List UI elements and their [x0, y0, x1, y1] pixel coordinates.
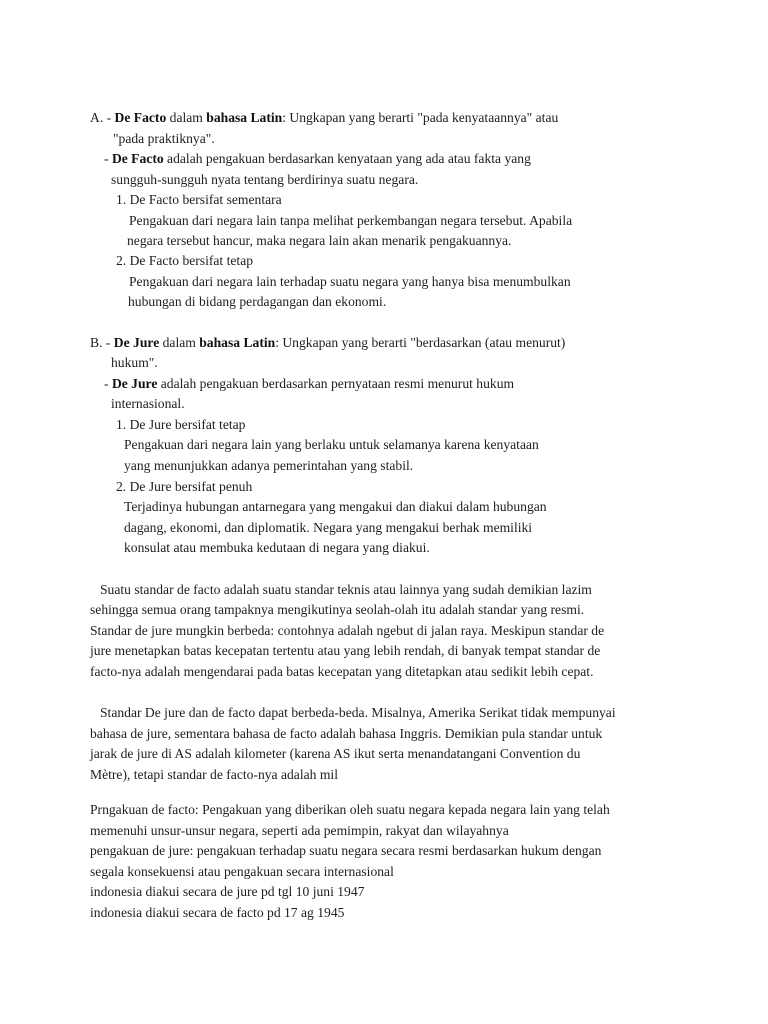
section-a-connector: dalam — [166, 110, 207, 125]
section-a-item1-text: Pengakuan dari negara lain tanpa melihat perkembangan negara tersebut. Apabila — [129, 213, 573, 228]
section-b-term: De Jure — [113, 335, 160, 350]
section-a-explanation-text: adalah pengakuan berdasarkan kenyataan yang ada atau fakta yang — [163, 151, 531, 166]
section-b-item1-text: Pengakuan dari negara lain yang berlaku untuk selamanya karena kenyataan — [124, 437, 539, 452]
section-a-term: De Facto — [114, 110, 167, 125]
paragraph1-line: Suatu standar de facto adalah suatu standar teknis atau lainnya yang sudah demikian lazim — [100, 582, 592, 597]
section-b-item2-text-cont: dagang, ekonomi, dan diplomatik. Negara yang mengakui berhak memiliki — [124, 520, 533, 535]
section-a-definition-cont: "pada praktiknya". — [113, 131, 215, 146]
notes-line: memenuhi unsur-unsur negara, seperti ada pemimpin, rakyat dan wilayahnya — [90, 823, 509, 838]
paragraph1-line: Standar de jure mungkin berbeda: contohnya adalah ngebut di jalan raya. Meskipun standar de — [90, 623, 605, 638]
section-b-item2-title: 2. De Jure bersifat penuh — [116, 479, 253, 494]
paragraph1-line: facto-nya adalah mengendarai pada batas kecepatan yang ditetapkan atau sedikit lebih cepat. — [90, 664, 594, 679]
paragraph1-line: jure menetapkan batas kecepatan tertentu atau yang lebih rendah, di banyak tempat standar de — [90, 643, 601, 658]
section-a-dash: - — [104, 151, 112, 166]
section-b-heading — [90, 333, 565, 353]
notes-line: segala konsekuensi atau pengakuan secara internasional — [90, 864, 394, 879]
section-a-term2: De Facto — [111, 151, 164, 166]
section-b-explanation — [104, 374, 514, 394]
section-b-item1-text-cont: yang menunjukkan adanya pemerintahan yang stabil. — [124, 458, 414, 473]
section-a-item2-title: 2. De Facto bersifat tetap — [116, 253, 254, 268]
section-a-item1-title: 1. De Facto bersifat sementara — [116, 192, 282, 207]
section-b-language: bahasa Latin — [199, 335, 276, 350]
paragraph1-line: sehingga semua orang tampaknya mengikutinya seolah-olah itu adalah standar yang resmi. — [90, 602, 585, 617]
section-b-explanation-cont: internasional. — [111, 396, 185, 411]
notes-line: indonesia diakui secara de jure pd tgl 10 juni 1947 — [90, 884, 365, 899]
notes-line: Prngakuan de facto: Pengakuan yang diberikan oleh suatu negara kepada negara lain yang telah — [90, 802, 610, 817]
section-a-item2-text-cont: hubungan di bidang perdagangan dan ekonomi. — [128, 294, 387, 309]
section-a-definition: : Ungkapan yang berarti "pada kenyataannya" atau — [282, 110, 559, 125]
section-a-language: bahasa Latin — [206, 110, 283, 125]
section-b-explanation-text: adalah pengakuan berdasarkan pernyataan resmi menurut hukum — [157, 376, 515, 391]
paragraph2-line: jarak de jure di AS adalah kilometer (karena AS ikut serta menandatangani Convention du — [90, 746, 581, 761]
section-b-dash: - — [104, 376, 112, 391]
section-a-explanation-cont: sungguh-sungguh nyata tentang berdirinya suatu negara. — [111, 172, 419, 187]
paragraph2-line: Standar De jure dan de facto dapat berbeda-beda. Misalnya, Amerika Serikat tidak mempunyai — [100, 705, 616, 720]
paragraph2-line: Mètre), tetapi standar de facto-nya adalah mil — [90, 767, 338, 782]
section-a-explanation — [104, 149, 531, 169]
section-b-marker: B. - — [90, 335, 114, 350]
section-a-item1-text-cont: negara tersebut hancur, maka negara lain akan menarik pengakuannya. — [127, 233, 512, 248]
section-b-item2-text-cont2: konsulat atau membuka kedutaan di negara yang diakui. — [124, 540, 430, 555]
section-b-definition: : Ungkapan yang berarti "berdasarkan (atau menurut) — [275, 335, 566, 350]
notes-line: indonesia diakui secara de facto pd 17 ag 1945 — [90, 905, 345, 920]
section-b-definition-cont: hukum". — [111, 355, 158, 370]
section-b-term2: De Jure — [111, 376, 158, 391]
section-b-item2-text: Terjadinya hubungan antarnegara yang mengakui dan diakui dalam hubungan — [124, 499, 547, 514]
notes-line: pengakuan de jure: pengakuan terhadap suatu negara secara resmi berdasarkan hukum dengan — [90, 843, 602, 858]
section-a-marker: A. - — [90, 110, 115, 125]
section-a-item2-text: Pengakuan dari negara lain terhadap suatu negara yang hanya bisa menumbulkan — [129, 274, 571, 289]
section-b-item1-title: 1. De Jure bersifat tetap — [116, 417, 246, 432]
section-b-connector: dalam — [159, 335, 200, 350]
section-a-heading — [90, 108, 558, 128]
paragraph2-line: bahasa de jure, sementara bahasa de facto adalah bahasa Inggris. Demikian pula standar untuk — [90, 726, 603, 741]
